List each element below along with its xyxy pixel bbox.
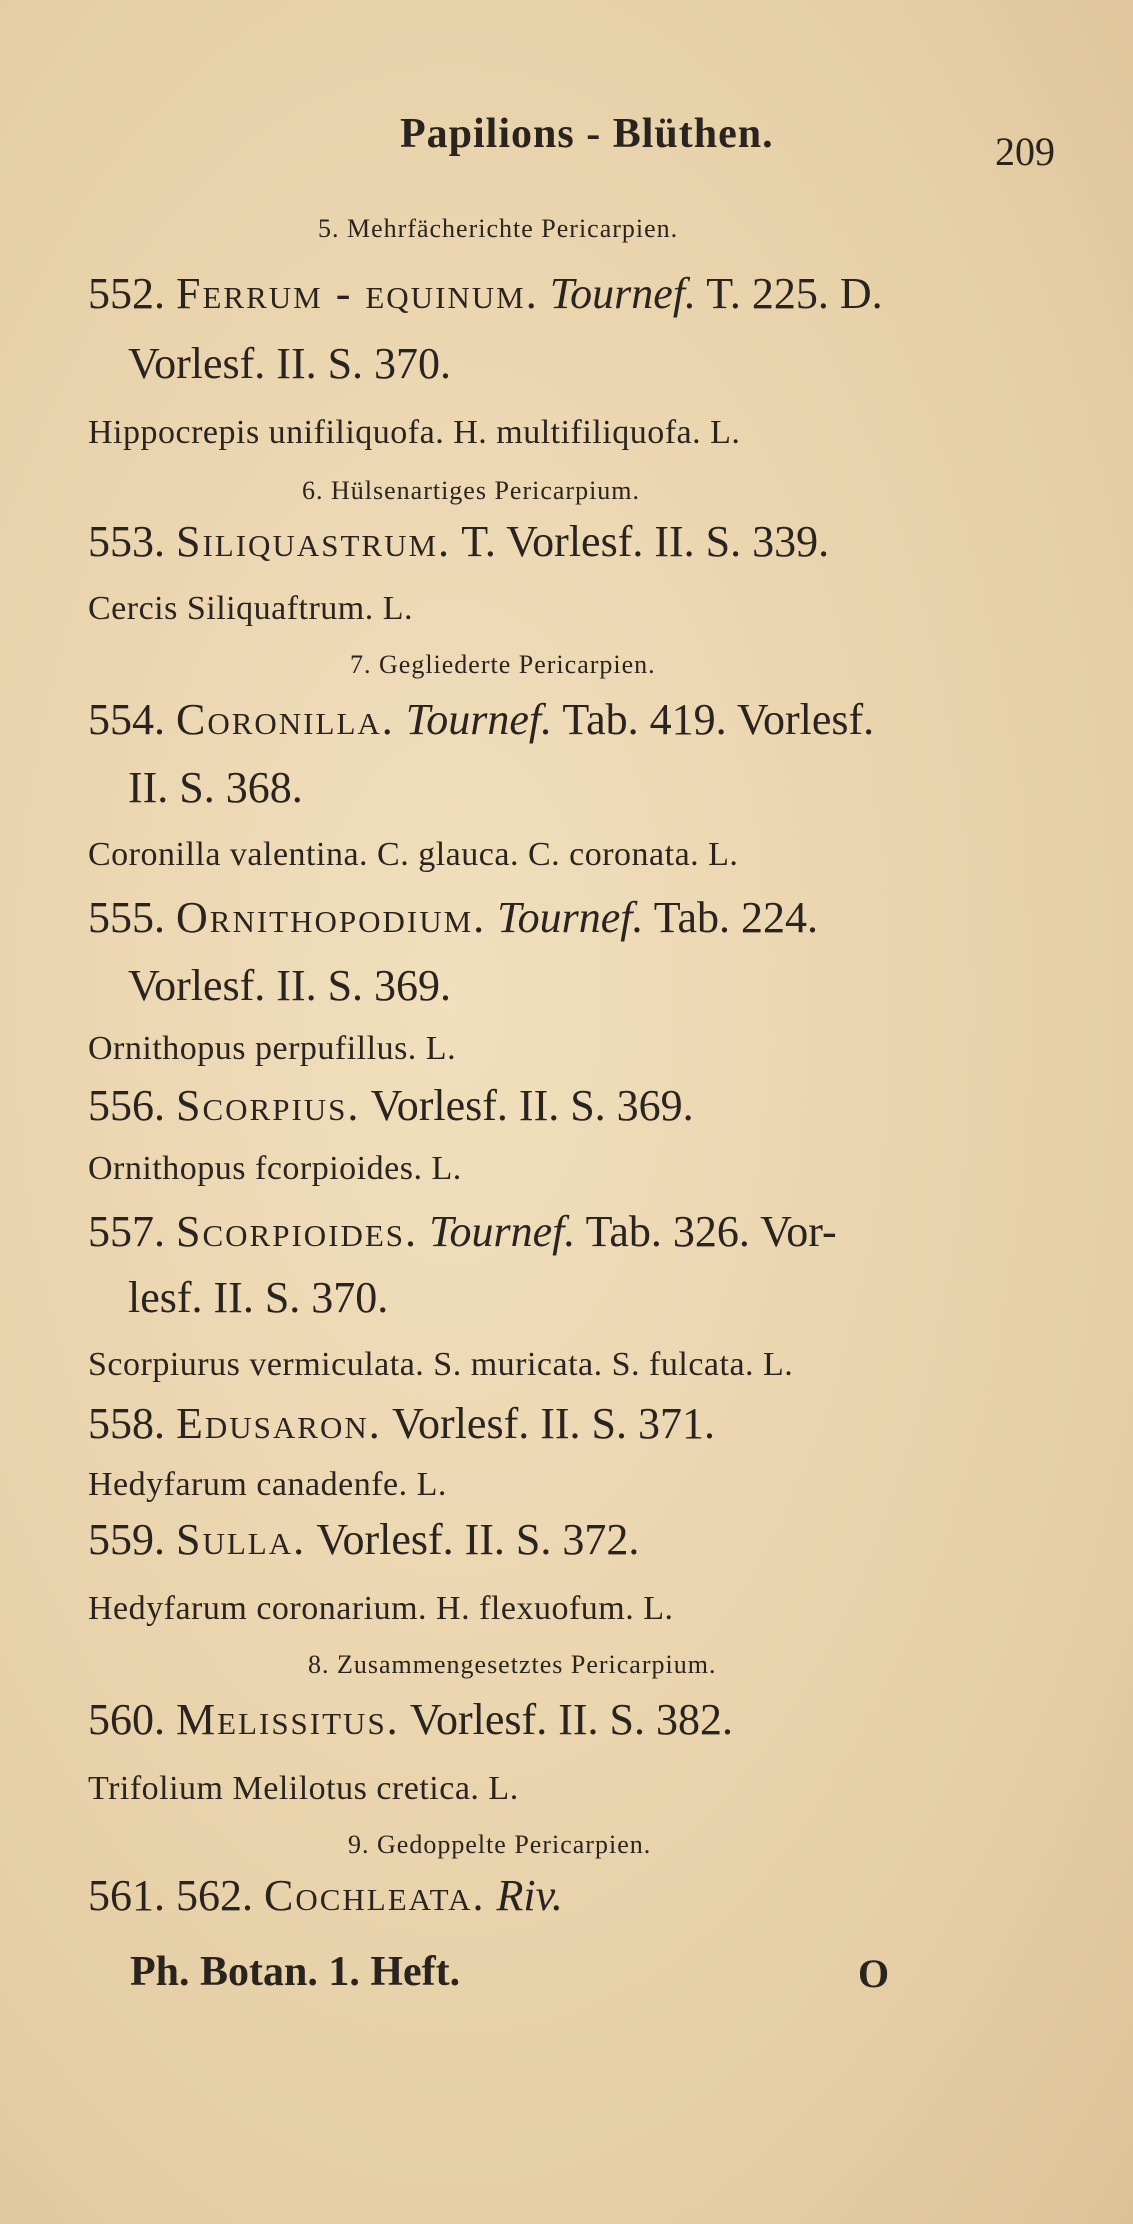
section-heading: 8. Zusammengesetztes Pericarpium.: [308, 1650, 717, 1679]
entry-continuation: Vorlesf. II. S. 370.: [128, 339, 452, 388]
entry-number: 558.: [88, 1399, 165, 1448]
section-heading: 5. Mehrfächerichte Pericarpien.: [318, 214, 679, 243]
entry-552: [88, 268, 883, 319]
page-number: 209: [995, 129, 1055, 174]
reference: Vorlesf. II. S. 369.: [370, 1081, 694, 1130]
author: Riv.: [496, 1871, 563, 1920]
entry-number: 555.: [88, 893, 165, 942]
reference: Vorlesf. II. S. 371.: [391, 1399, 716, 1448]
entry-number: 554.: [88, 695, 165, 744]
entry-559: [88, 1514, 639, 1565]
signature-mark: O: [858, 1951, 890, 1996]
entry-continuation: II. S. 368.: [128, 763, 303, 812]
author: Tournef.: [497, 893, 644, 942]
entry-558: [88, 1398, 715, 1449]
section-heading: 7. Gegliederte Pericarpien.: [350, 650, 656, 679]
entry-number: 557.: [88, 1207, 165, 1256]
entry-number: 553.: [88, 517, 165, 566]
synonyms: Trifolium Melilotus cretica. L.: [88, 1770, 519, 1807]
reference: T. Vorlesf. II. S. 339.: [461, 517, 830, 566]
entry-number: 560.: [88, 1695, 165, 1744]
entry-number: 561. 562.: [88, 1871, 253, 1920]
entry-number: 556.: [88, 1081, 165, 1130]
section-heading: 9. Gedoppelte Pericarpien.: [348, 1830, 652, 1859]
entry-555: [88, 892, 818, 943]
entry-continuation: lesf. II. S. 370.: [128, 1273, 389, 1322]
genus-name: Ornithopodium.: [176, 893, 487, 942]
genus-name: Sulla.: [176, 1515, 307, 1564]
synonyms: Ornithopus fcorpioides. L.: [88, 1150, 462, 1187]
genus-name: Cochleata.: [264, 1871, 486, 1920]
genus-name: Coronilla.: [176, 695, 395, 744]
reference: T. 225. D.: [706, 269, 883, 318]
author: Tournef.: [429, 1207, 576, 1256]
entry-561-562: [88, 1870, 563, 1921]
author: Tournef.: [549, 269, 697, 318]
synonyms: Scorpiurus vermiculata. S. muricata. S. fulcata. L.: [88, 1346, 794, 1383]
running-head: Papilions - Blüthen.: [400, 111, 774, 157]
entry-continuation: Vorlesf. II. S. 369.: [128, 961, 452, 1010]
entry-553: [88, 516, 829, 567]
genus-name: Scorpioides.: [176, 1207, 419, 1256]
reference: Vorlesf. II. S. 382.: [409, 1695, 733, 1744]
synonyms: Coronilla valentina. C. glauca. C. coronata. L.: [88, 836, 739, 873]
entry-557: [88, 1206, 837, 1257]
reference: Tab. 419. Vorlesf.: [562, 695, 875, 744]
author: Tournef.: [405, 695, 553, 744]
footer-signature-line: Ph. Botan. 1. Heft.: [130, 1949, 461, 1995]
reference: Tab. 326. Vor-: [585, 1207, 837, 1256]
entry-number: 559.: [88, 1515, 165, 1564]
entry-554: [88, 694, 874, 745]
genus-name: Siliquastrum.: [176, 517, 452, 566]
synonyms: Cercis Siliquaftrum. L.: [88, 590, 414, 627]
entry-556: [88, 1080, 694, 1131]
reference: Vorlesf. II. S. 372.: [316, 1515, 640, 1564]
section-heading: 6. Hülsenartiges Pericarpium.: [302, 476, 641, 505]
reference: Tab. 224.: [653, 893, 819, 942]
genus-name: Edusaron.: [176, 1399, 382, 1448]
synonyms: Hedyfarum canadenfe. L.: [88, 1466, 447, 1503]
synonyms: Ornithopus perpufillus. L.: [88, 1030, 457, 1067]
synonyms: Hedyfarum coronarium. H. flexuofum. L.: [88, 1590, 674, 1627]
genus-name: Ferrum - equinum.: [176, 269, 539, 318]
entry-560: [88, 1694, 733, 1745]
genus-name: Scorpius.: [176, 1081, 361, 1130]
entry-number: 552.: [88, 269, 165, 318]
synonyms: Hippocrepis unifiliquofa. H. multifiliquofa. L.: [88, 414, 741, 451]
genus-name: Melissitus.: [176, 1695, 400, 1744]
